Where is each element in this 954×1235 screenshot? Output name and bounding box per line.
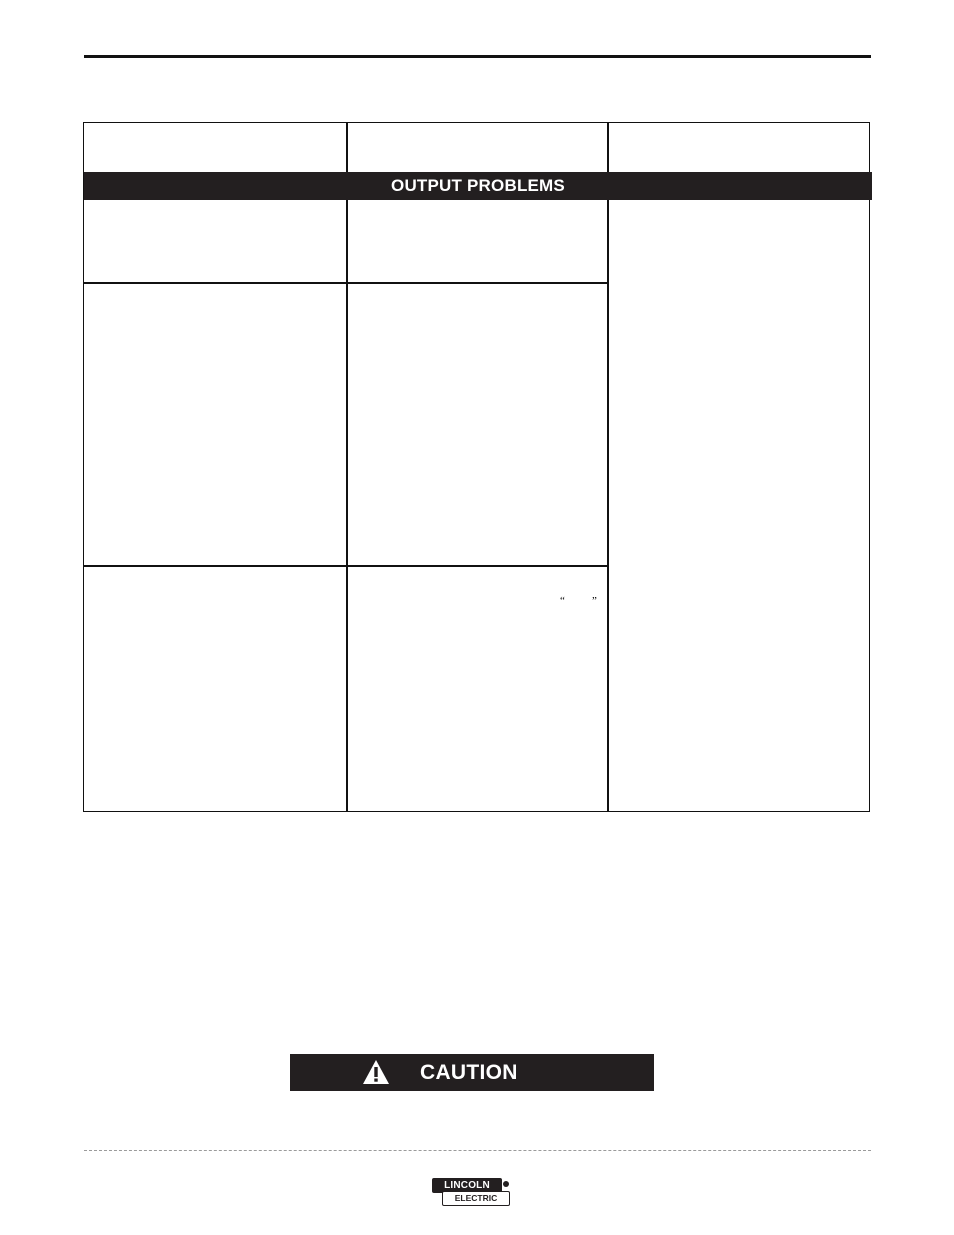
open-quote-mark: “	[560, 595, 565, 607]
registered-mark-icon	[503, 1181, 509, 1187]
caution-banner	[290, 1054, 654, 1091]
logo-bottom-text: ELECTRIC	[442, 1191, 510, 1206]
row-divider-1	[84, 282, 607, 284]
caution-label: CAUTION	[420, 1061, 518, 1084]
warning-triangle-icon	[362, 1059, 390, 1085]
lincoln-electric-logo	[432, 1178, 512, 1208]
row-divider-2	[84, 565, 607, 567]
column-divider-2	[607, 123, 609, 811]
header-rule	[84, 55, 871, 58]
troubleshooting-table	[83, 122, 870, 812]
logo-top-text: LINCOLN	[432, 1178, 502, 1193]
section-header-output-problems: OUTPUT PROBLEMS	[84, 172, 872, 200]
column-divider-1	[346, 123, 348, 811]
footer-dashed-rule	[84, 1150, 871, 1151]
close-quote-mark: ”	[592, 595, 597, 607]
